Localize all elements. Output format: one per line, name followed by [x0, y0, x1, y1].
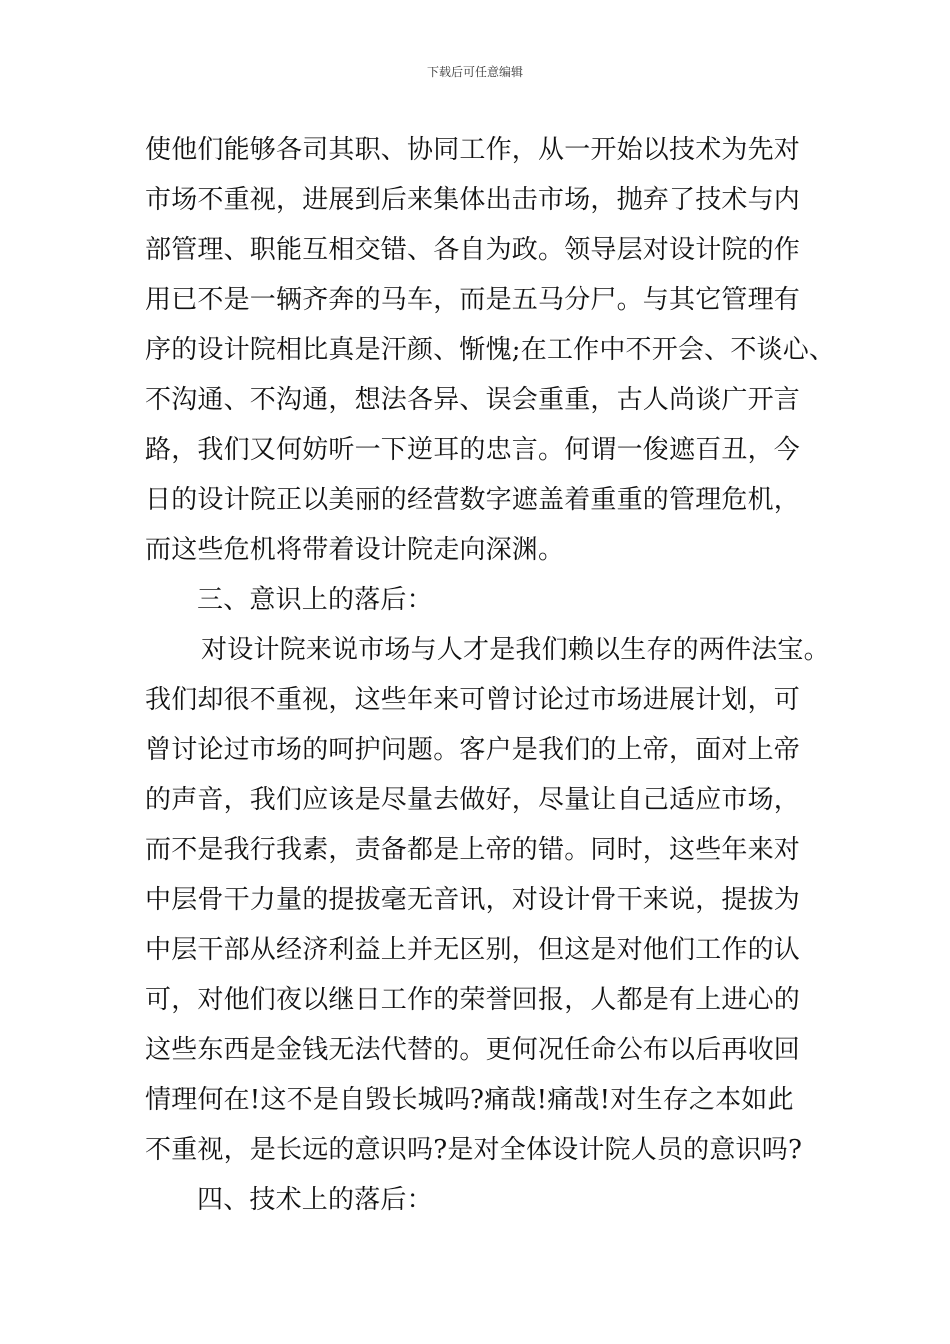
paragraph-line: 不重视，是长远的意识吗?是对全体设计院人员的意识吗? — [145, 1135, 803, 1165]
paragraph-line: 曾讨论过市场的呵护问题。客户是我们的上帝，面对上帝 — [145, 735, 801, 765]
paragraph-line: 而这些危机将带着设计院走向深渊。 — [145, 535, 565, 565]
paragraph-line: 市场不重视，进展到后来集体出击市场，抛弃了技术与内 — [145, 185, 801, 215]
paragraph-line: 中层骨干力量的提拔毫无音讯，对设计骨干来说，提拔为 — [145, 885, 801, 915]
document-body — [145, 125, 836, 1225]
paragraph-line: 用已不是一辆齐奔的马车，而是五马分尸。与其它管理有 — [145, 285, 801, 315]
section-heading: 四、技术上的落后： — [197, 1185, 433, 1215]
paragraph-line: 日的设计院正以美丽的经营数字遮盖着重重的管理危机， — [145, 485, 801, 515]
paragraph-line: 序的设计院相比真是汗颜、惭愧;在工作中不开会、不谈心、 — [145, 335, 836, 365]
page-header: 下载后可任意编辑 — [426, 65, 523, 79]
paragraph-line: 这些东西是金钱无法代替的。更何况任命公布以后再收回 — [145, 1035, 801, 1065]
paragraph-line: 我们却很不重视，这些年来可曾讨论过市场进展计划，可 — [145, 685, 801, 715]
paragraph-line: 的声音，我们应该是尽量去做好，尽量让自己适应市场， — [145, 785, 801, 815]
paragraph-line: 可，对他们夜以继日工作的荣誉回报，人都是有上进心的 — [145, 985, 801, 1015]
paragraph-line: 情理何在!这不是自毁长城吗?痛哉!痛哉!对生存之本如此 — [145, 1085, 794, 1115]
paragraph-line: 中层干部从经济利益上并无区别，但这是对他们工作的认 — [145, 935, 801, 965]
paragraph-line: 部管理、职能互相交错、各自为政。领导层对设计院的作 — [145, 235, 801, 265]
paragraph-line: 不沟通、不沟通，想法各异、误会重重，古人尚谈广开言 — [145, 385, 801, 415]
paragraph-line: 使他们能够各司其职、协同工作，从一开始以技术为先对 — [145, 135, 801, 165]
paragraph-line: 而不是我行我素，责备都是上帝的错。同时，这些年来对 — [145, 835, 801, 865]
section-heading: 三、意识上的落后： — [197, 585, 433, 615]
paragraph-line: 对设计院来说市场与人才是我们赖以生存的两件法宝。 — [201, 635, 830, 665]
paragraph-line: 路，我们又何妨听一下逆耳的忠言。何谓一俊遮百丑，今 — [145, 435, 801, 465]
